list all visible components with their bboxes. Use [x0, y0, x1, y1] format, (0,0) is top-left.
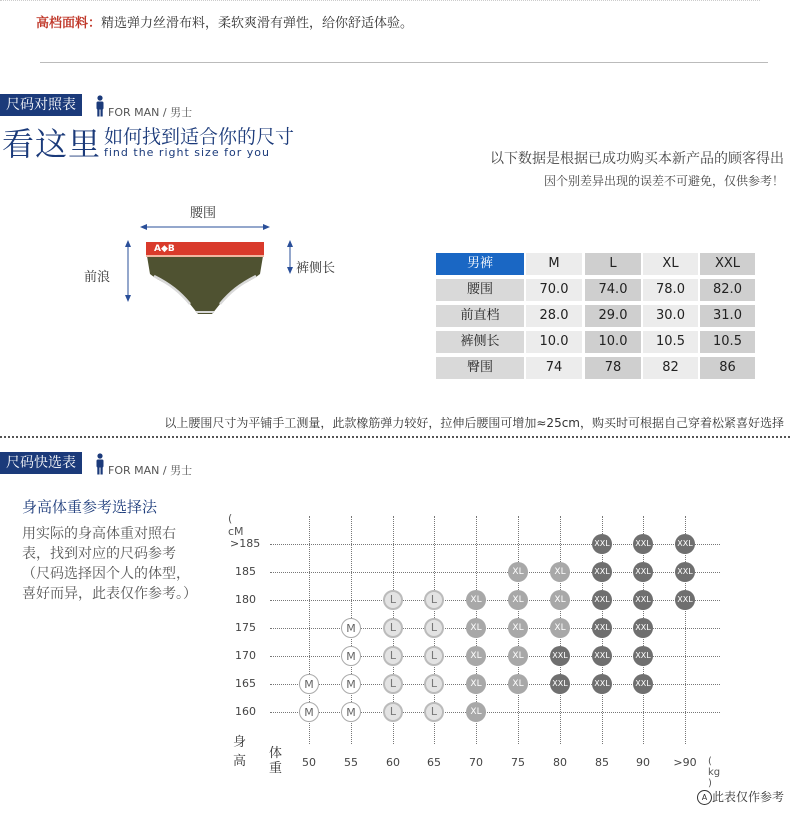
weight-tick-label: 50	[302, 756, 316, 769]
table-cell: 31.0	[700, 305, 755, 327]
size-marker-l: L	[424, 646, 444, 666]
grid-line	[270, 712, 720, 713]
size-marker-xxl: XXL	[633, 646, 653, 666]
x-unit-label: ( kg )	[708, 756, 721, 789]
table-cell: 30.0	[643, 305, 698, 327]
x-axis-label: 体重	[269, 746, 283, 776]
section-divider	[0, 436, 790, 438]
weight-tick-label: 60	[386, 756, 400, 769]
size-marker-xxl: XXL	[633, 618, 653, 638]
table-corner-header: 男裤	[436, 253, 524, 275]
table-cell: 70.0	[526, 279, 582, 301]
height-tick-label: 185	[235, 565, 256, 578]
fabric-line	[36, 12, 413, 31]
size-marker-xl: XL	[466, 674, 486, 694]
for-man-label: FOR MAN / 男士	[108, 464, 193, 477]
height-tick-label: 160	[235, 705, 256, 718]
size-marker-xl: XL	[508, 562, 528, 582]
size-marker-xl: XL	[550, 590, 570, 610]
weight-tick-label: 75	[511, 756, 525, 769]
fabric-label: 高档面料：	[36, 16, 102, 31]
brand-logo: A◆B	[154, 244, 175, 254]
size-marker-l: L	[383, 590, 403, 610]
size-marker-l: L	[383, 702, 403, 722]
quick-description: 用实际的身高体重对照右表，找到对应的尺码参考（尺码选择因个人的体型，喜好而异，此表仅作参考。）	[22, 526, 197, 602]
table-row-label: 臀围	[436, 357, 524, 379]
size-marker-l: L	[424, 618, 444, 638]
size-marker-m: M	[341, 702, 361, 722]
size-marker-xxl: XXL	[633, 534, 653, 554]
size-marker-xl: XL	[550, 562, 570, 582]
height-tick-label: 170	[235, 649, 256, 662]
size-marker-xxl: XXL	[592, 646, 612, 666]
y-axis-label: 身高	[233, 735, 247, 769]
find-size-english: find the right size for you	[104, 146, 270, 159]
size-marker-xl: XL	[508, 674, 528, 694]
size-marker-l: L	[383, 646, 403, 666]
front-rise-label: 前浪	[84, 270, 111, 285]
quick-heading: 身高体重参考选择法	[22, 498, 158, 516]
size-marker-l: L	[383, 618, 403, 638]
fabric-text: 精选弹力丝滑布料，柔软爽滑有弹性，给你舒适体验。	[101, 16, 414, 31]
size-marker-xl: XL	[466, 618, 486, 638]
size-marker-xxl: XXL	[592, 674, 612, 694]
size-marker-xl: XL	[466, 646, 486, 666]
height-tick-label: 180	[235, 593, 256, 606]
briefs-image	[144, 238, 266, 316]
waist-measure-footnote: 以上腰围尺寸为平铺手工测量，此款橡筋弹力较好，拉伸后腰围可增加≈25cm，购买时可根据自己穿着松紧喜好选择	[164, 416, 784, 430]
find-size-title: 如何找到适合你的尺寸	[104, 126, 295, 148]
size-marker-xxl: XXL	[675, 562, 695, 582]
height-tick-label: 165	[235, 677, 256, 690]
size-marker-l: L	[424, 674, 444, 694]
table-cell: 10.5	[643, 331, 698, 353]
size-marker-xl: XL	[508, 646, 528, 666]
table-row-label: 裤侧长	[436, 331, 524, 353]
for-man-label: FOR MAN / 男士	[108, 106, 193, 119]
size-header-l: L	[585, 253, 641, 275]
height-tick-label: 175	[235, 621, 256, 634]
size-marker-xxl: XXL	[633, 674, 653, 694]
size-marker-xxl: XXL	[675, 534, 695, 554]
weight-tick-label: 85	[595, 756, 609, 769]
table-row-label: 腰围	[436, 279, 524, 301]
size-marker-m: M	[299, 674, 319, 694]
size-marker-xxl: XXL	[592, 618, 612, 638]
table-cell: 10.5	[700, 331, 755, 353]
weight-tick-label: 80	[553, 756, 567, 769]
size-marker-xxl: XXL	[550, 646, 570, 666]
waist-arrow-icon	[140, 222, 270, 232]
side-length-arrow-icon	[284, 240, 296, 274]
front-rise-arrow-icon	[122, 240, 134, 302]
size-marker-m: M	[341, 646, 361, 666]
table-cell: 86	[700, 357, 755, 379]
side-length-label: 裤侧长	[296, 261, 336, 276]
data-source-note: 以下数据是根据已成功购买本新产品的顾客得出	[490, 151, 784, 167]
table-row-label: 前直档	[436, 305, 524, 327]
size-marker-xl: XL	[508, 618, 528, 638]
weight-tick-label: 70	[469, 756, 483, 769]
table-cell: 82	[643, 357, 698, 379]
size-marker-xl: XL	[466, 590, 486, 610]
height-tick-label: >185	[230, 537, 261, 550]
size-marker-xxl: XXL	[592, 590, 612, 610]
waist-label: 腰围	[190, 206, 217, 221]
table-cell: 29.0	[585, 305, 641, 327]
table-cell: 10.0	[526, 331, 582, 353]
size-marker-xl: XL	[466, 702, 486, 722]
table-cell: 74	[526, 357, 582, 379]
size-marker-xxl: XXL	[633, 590, 653, 610]
size-header-m: M	[526, 253, 582, 275]
table-cell: 78	[585, 357, 641, 379]
size-chart-badge: 尺码对照表	[0, 94, 82, 116]
fabric-divider	[40, 62, 768, 63]
table-cell: 78.0	[643, 279, 698, 301]
person-icon	[95, 95, 105, 117]
size-marker-l: L	[424, 590, 444, 610]
size-marker-xl: XL	[550, 618, 570, 638]
y-unit-label: ( cM	[228, 512, 244, 538]
size-marker-xl: XL	[508, 590, 528, 610]
table-cell: 10.0	[585, 331, 641, 353]
top-divider	[0, 0, 760, 2]
size-marker-m: M	[341, 674, 361, 694]
size-marker-xxl: XXL	[592, 562, 612, 582]
triangle-letter-a-icon: A	[697, 790, 712, 805]
size-marker-m: M	[299, 702, 319, 722]
weight-tick-label: 65	[427, 756, 441, 769]
size-marker-xxl: XXL	[633, 562, 653, 582]
person-icon	[95, 453, 105, 475]
size-marker-l: L	[383, 674, 403, 694]
weight-tick-label: 90	[636, 756, 650, 769]
size-marker-l: L	[424, 702, 444, 722]
size-marker-xxl: XXL	[592, 534, 612, 554]
table-cell: 28.0	[526, 305, 582, 327]
size-marker-m: M	[341, 618, 361, 638]
table-cell: 74.0	[585, 279, 641, 301]
look-here-title: 看这里	[2, 125, 102, 163]
quick-select-badge: 尺码快选表	[0, 452, 82, 474]
size-marker-xxl: XXL	[550, 674, 570, 694]
chart-disclaimer: A 此表仅作参考	[697, 788, 784, 805]
size-marker-xxl: XXL	[675, 590, 695, 610]
size-header-xxl: XXL	[700, 253, 755, 275]
size-header-xl: XL	[643, 253, 698, 275]
table-cell: 82.0	[700, 279, 755, 301]
weight-tick-label: 55	[344, 756, 358, 769]
weight-tick-label: >90	[673, 756, 697, 769]
error-disclaimer-note: 因个别差异出现的误差不可避免，仅供参考！	[543, 174, 784, 188]
